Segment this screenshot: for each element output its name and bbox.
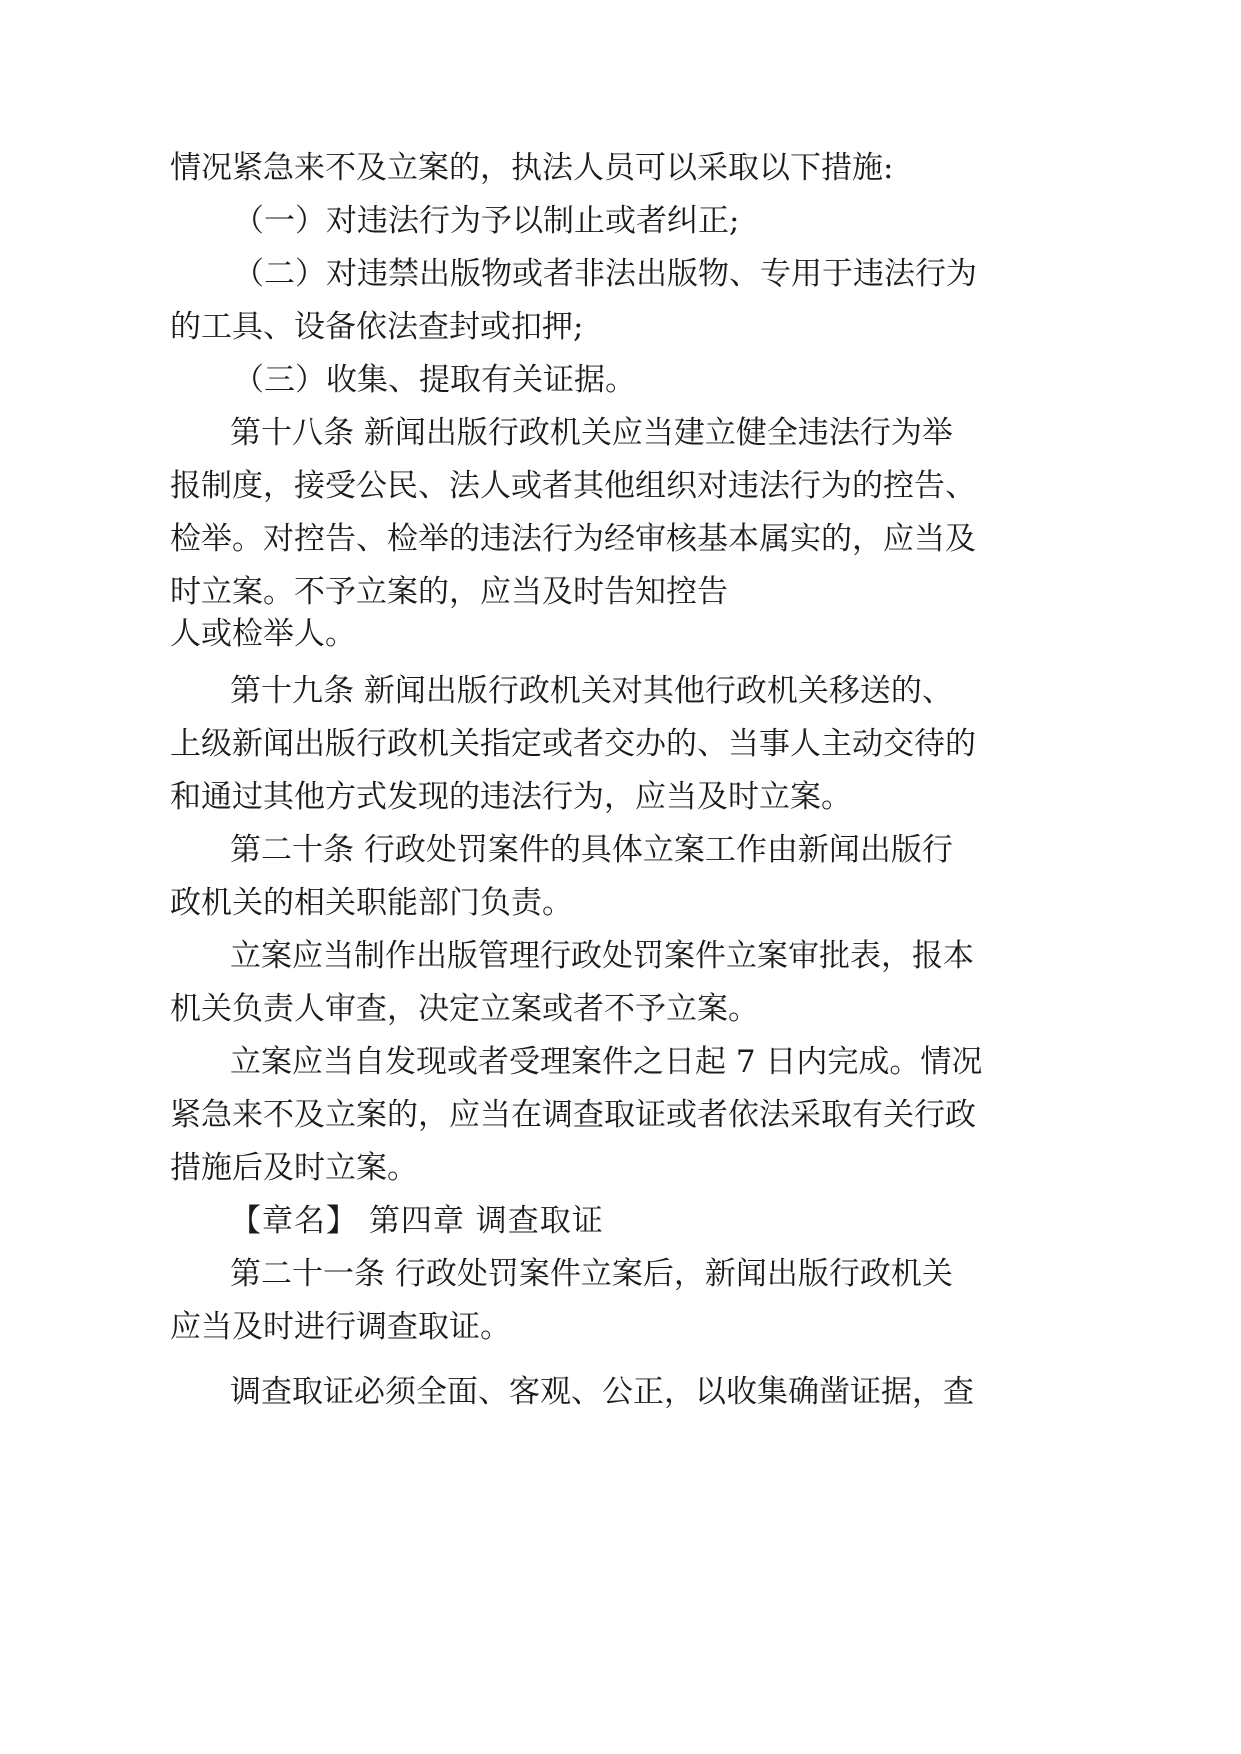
text-line: 政机关的相关职能部门负责。 <box>170 885 573 921</box>
text-line: 人或检举人。 <box>170 616 356 652</box>
text-line: 紧急来不及立案的，应当在调查取证或者依法采取有关行政 <box>170 1097 976 1133</box>
text-line: 情况紧急来不及立案的，执法人员可以采取以下措施: <box>170 150 894 186</box>
text-line: 上级新闻出版行政机关指定或者交办的、当事人主动交待的 <box>170 726 976 762</box>
text-line: （二）对违禁出版物或者非法出版物、专用于违法行为 <box>233 256 977 292</box>
text-line: 应当及时进行调查取证。 <box>170 1309 511 1345</box>
text-line: 时立案。不予立案的，应当及时告知控告 <box>170 574 728 610</box>
text-line: 措施后及时立案。 <box>170 1150 418 1186</box>
text-line: 第十八条 新闻出版行政机关应当建立健全违法行为举 <box>230 415 953 451</box>
text-line: 报制度，接受公民、法人或者其他组织对违法行为的控告、 <box>170 468 976 504</box>
text-line: （三）收集、提取有关证据。 <box>233 362 636 398</box>
text-line: 立案应当自发现或者受理案件之日起 7 日内完成。情况 <box>230 1044 983 1080</box>
text-line: （一）对违法行为予以制止或者纠正; <box>233 203 740 239</box>
text-line: 立案应当制作出版管理行政处罚案件立案审批表，报本 <box>230 938 974 974</box>
chapter-heading: 【章名】 第四章 调查取证 <box>230 1203 604 1239</box>
text-line: 和通过其他方式发现的违法行为，应当及时立案。 <box>170 779 852 815</box>
text-line: 第十九条 新闻出版行政机关对其他行政机关移送的、 <box>230 673 953 709</box>
text-line: 第二十条 行政处罚案件的具体立案工作由新闻出版行 <box>230 832 953 868</box>
text-line: 检举。对控告、检举的违法行为经审核基本属实的，应当及 <box>170 521 976 557</box>
text-line: 机关负责人审查，决定立案或者不予立案。 <box>170 991 759 1027</box>
text-line: 调查取证必须全面、客观、公正，以收集确凿证据，查 <box>230 1374 974 1410</box>
text-line: 第二十一条 行政处罚案件立案后，新闻出版行政机关 <box>230 1256 953 1292</box>
text-line: 的工具、设备依法查封或扣押; <box>170 309 584 345</box>
